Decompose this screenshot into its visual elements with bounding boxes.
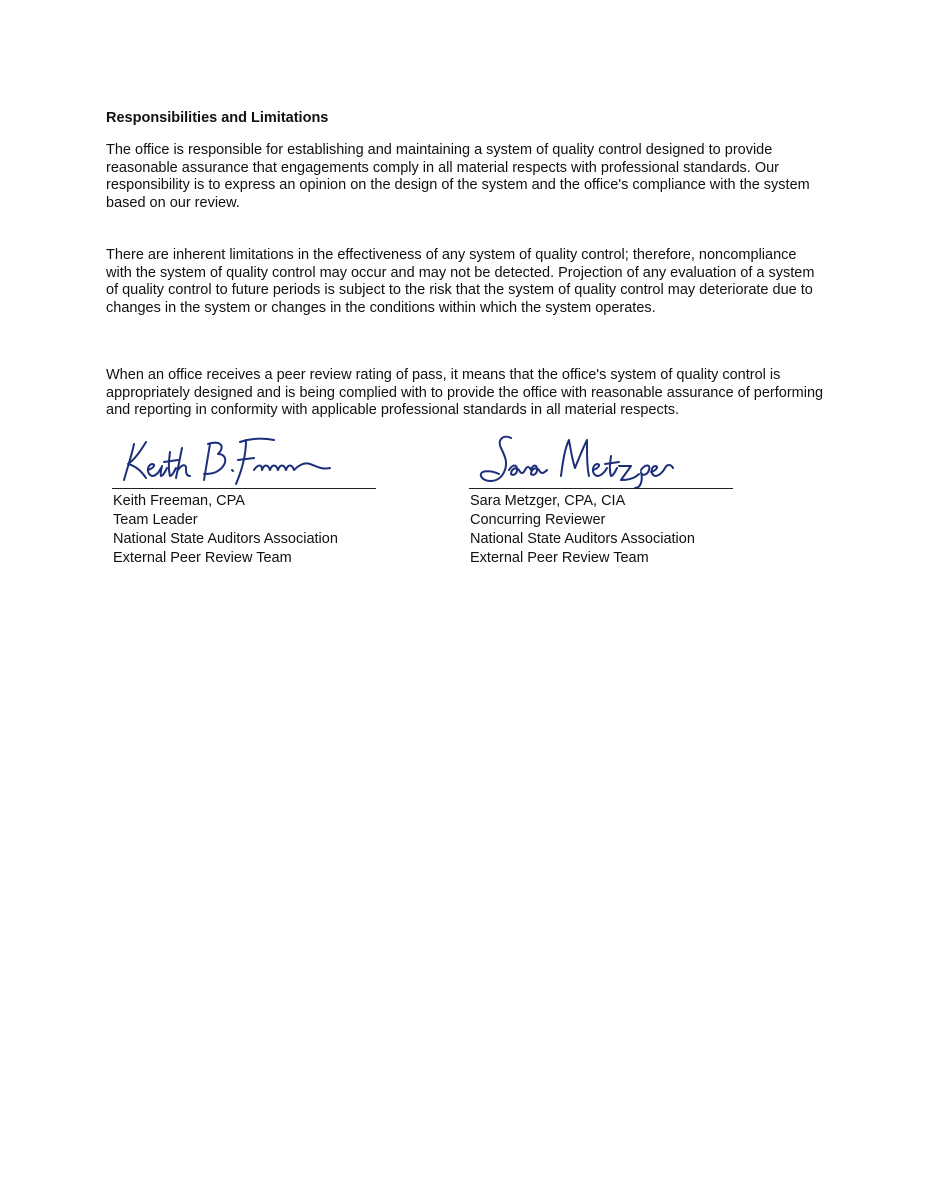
signatory-details [470, 492, 695, 568]
paragraph-limitations: There are inherent limitations in the effectiveness of any system of quality control; therefore, noncompliance with the system of quality control may occur and may not be detected. Projection of any evaluation of a system of quality control to future periods is subject to the risk that the system of quality control may deteriorate due to changes in the system or changes in the conditions within which the system operates. [106, 247, 815, 316]
handwritten-signature-sara [469, 430, 739, 490]
signatory-organization: National State Auditors Association [113, 531, 338, 547]
handwritten-signature-keith [112, 430, 382, 490]
signature-line [112, 488, 376, 489]
signatory-team: External Peer Review Team [470, 550, 649, 566]
signatory-organization: National State Auditors Association [470, 531, 695, 547]
signature-line [469, 488, 733, 489]
signatory-details [113, 492, 338, 568]
paragraph-pass-rating: When an office receives a peer review rating of pass, it means that the office's system of quality control is appropriately designed and is being complied with to provide the office with reasonable assurance of performing and reporting in conformity with applicable professional standards in all material respects. [106, 367, 824, 419]
signatory-name: Keith Freeman, CPA [113, 493, 245, 509]
section-heading: Responsibilities and Limitations [106, 110, 329, 126]
signatory-name: Sara Metzger, CPA, CIA [470, 493, 626, 509]
signatory-team: External Peer Review Team [113, 550, 292, 566]
signatory-title: Team Leader [113, 512, 198, 528]
paragraph-responsibilities: The office is responsible for establishing and maintaining a system of quality control designed to provide reasonable assurance that engagements comply in all material respects with professional standards. Our responsibility is to express an opinion on the design of the system and the office's compliance with the system based on our review. [106, 142, 810, 211]
signatory-title: Concurring Reviewer [470, 512, 606, 528]
